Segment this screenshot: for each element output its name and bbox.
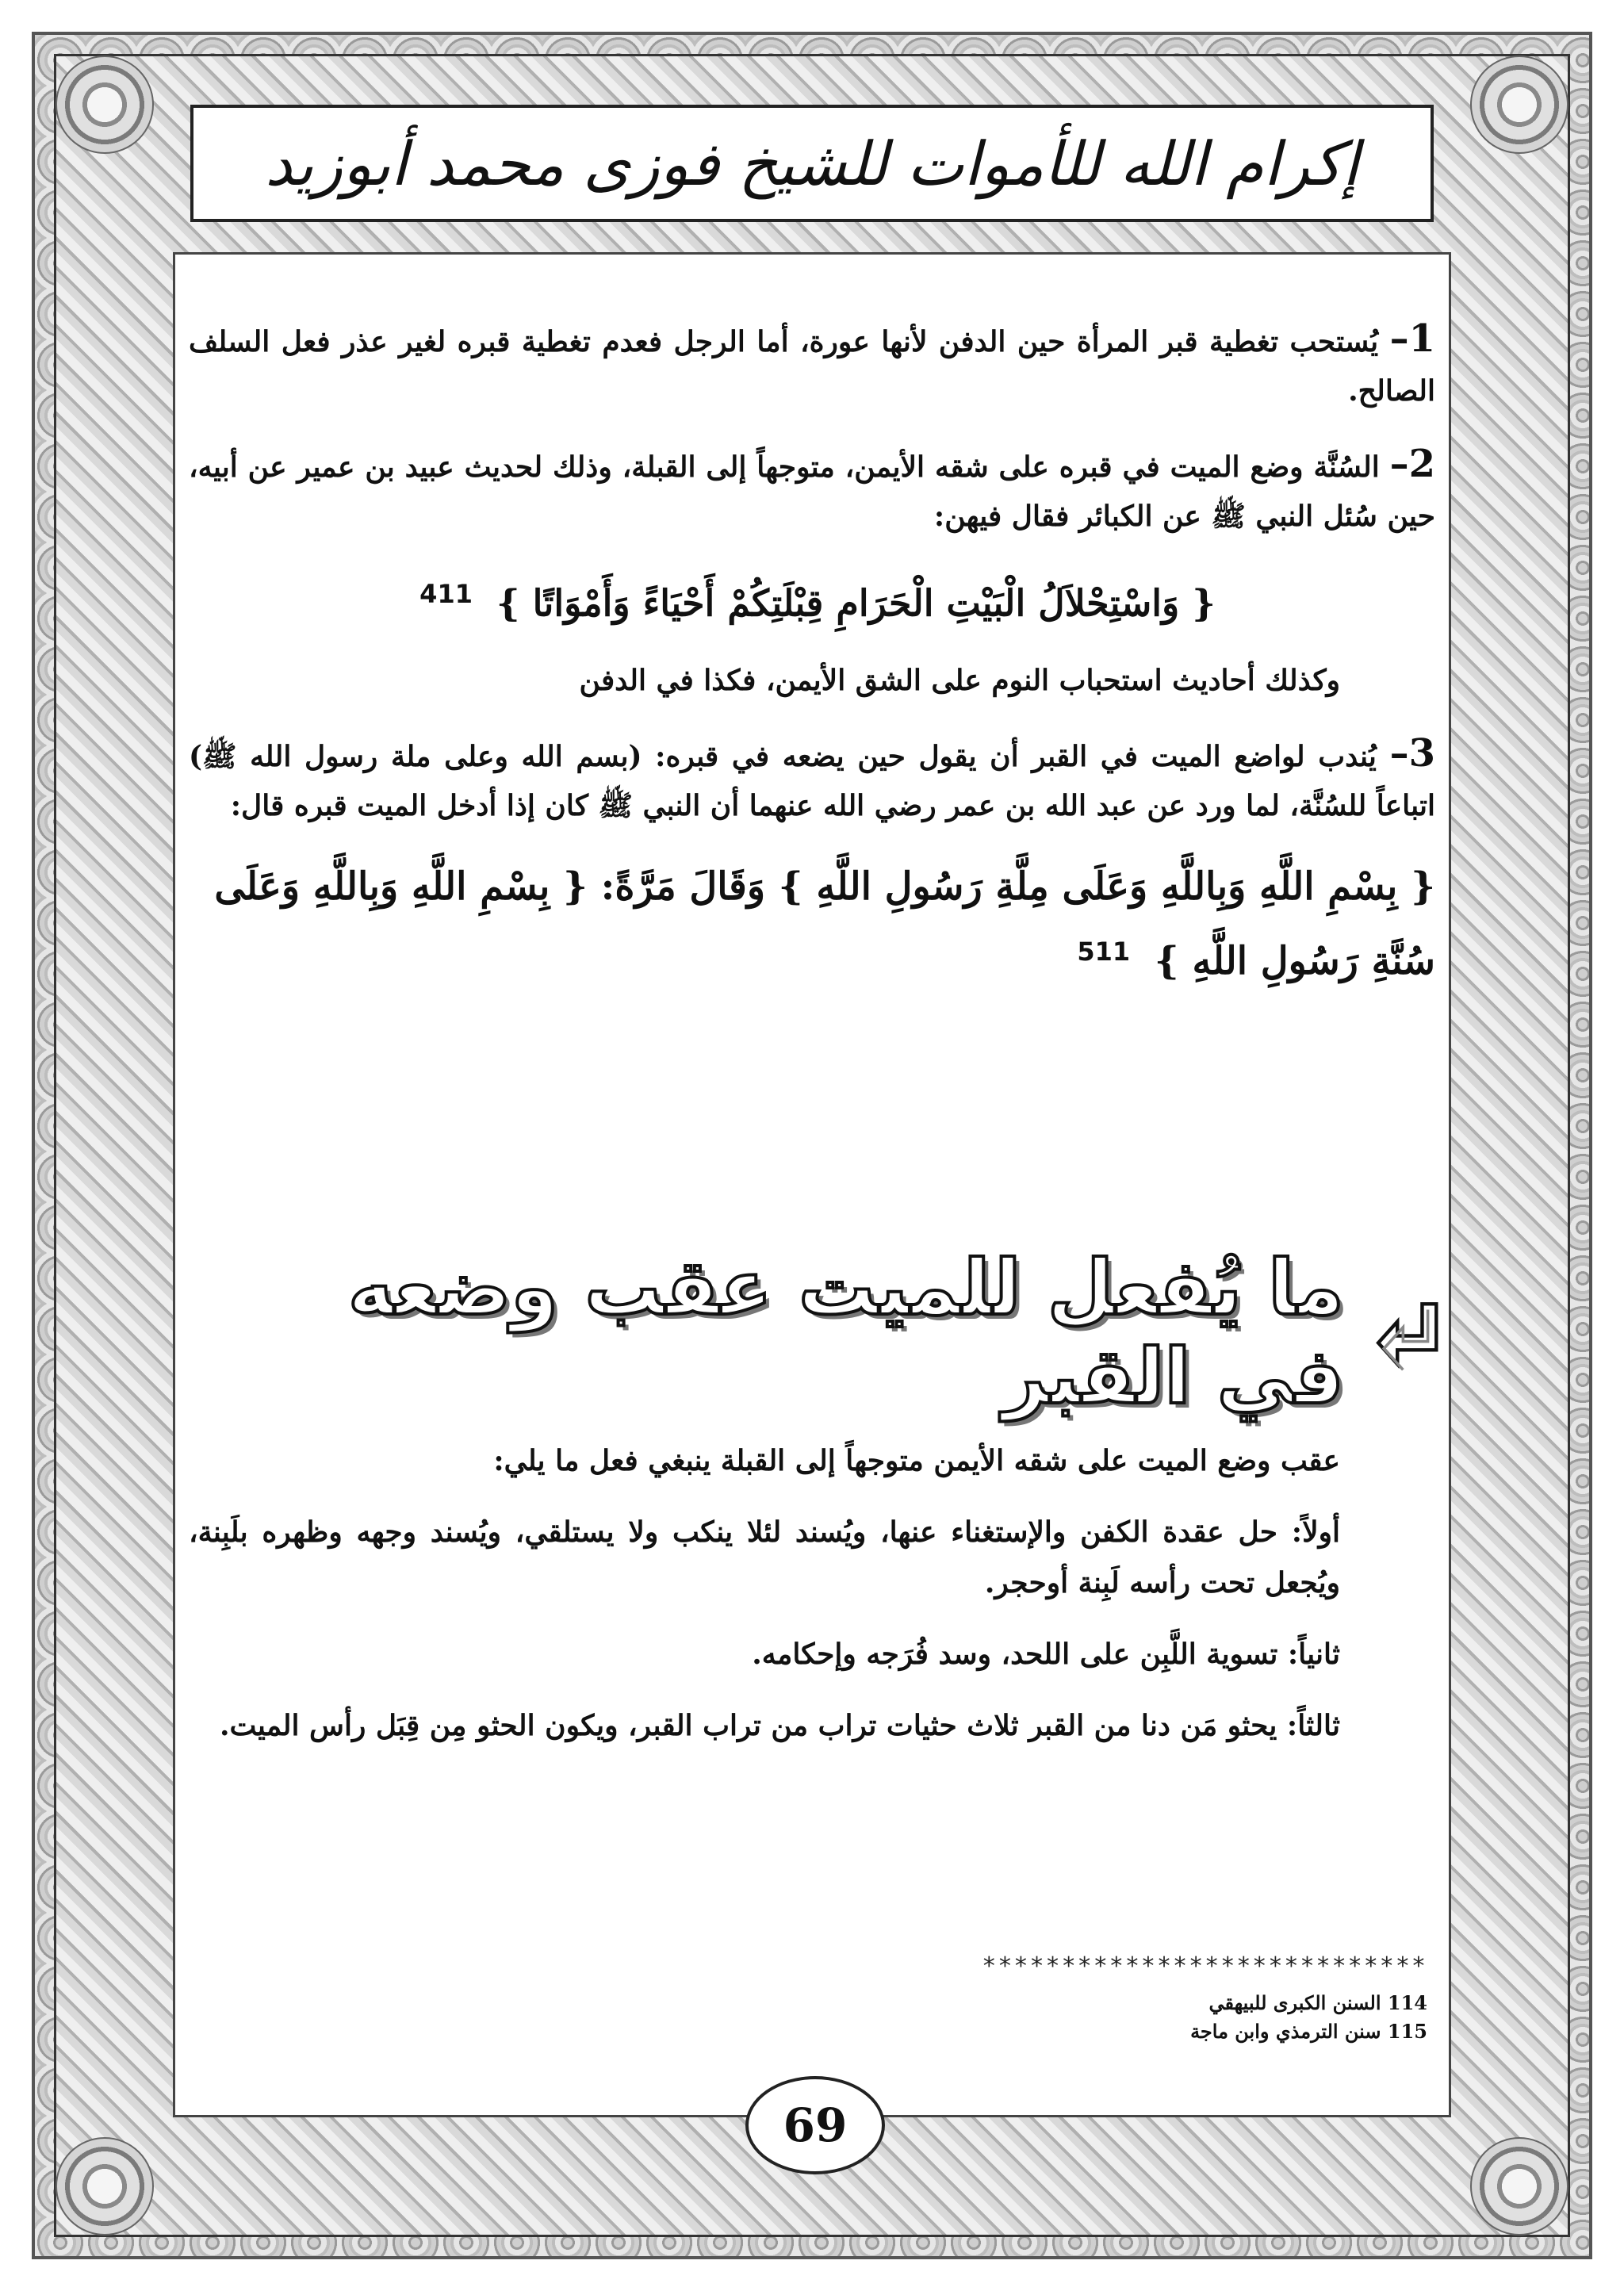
corner-ornament-top-right — [56, 56, 154, 154]
section-text — [189, 1435, 1435, 1772]
corner-ornament-top-left — [1470, 56, 1568, 154]
step-first: أولاً: حل عقدة الكفن والإستغناء عنها، ويُسند لئلا ينكب ولا يستلقي، ويُسند وجهه وظهره بلَبِنة، ويُجعل تحت رأسه لَبِنة أوحجر. — [189, 1515, 1340, 1599]
item-number: 1– — [1389, 316, 1435, 361]
paragraph-3 — [189, 729, 1435, 830]
quote-text: { وَاسْتِحْلاَلُ الْبَيْتِ الْحَرَامِ قِبْلَتِكُمْ أَحْيَاءً وَأَمْوَاتًا } — [496, 581, 1216, 625]
step-second: ثانياً: تسوية اللَّبِن على اللحد، وسد فُرَجه وإحكامه. — [752, 1638, 1340, 1671]
hadith-quote-1 — [189, 565, 1435, 632]
section-heading — [238, 1243, 1443, 1421]
page-number: 69 — [783, 2098, 848, 2152]
paragraph-text: يُستحب تغطية قبر المرأة حين الدفن لأنها عورة، أما الرجل فعدم تغطية قبره لغير عذر فعل السلف الصالح. — [189, 325, 1435, 408]
paragraph-text: يُندب لواضع الميت في القبر أن يقول حين يضعه في قبره: (بسم الله وعلى ملة رسول الله ﷺ) اتباعاً للسُنَّة، لما ورد عن عبد الله بن عمر رضي الله عنهما أن النبي ﷺ كان إذا أدخل الميت قبره قال: — [189, 740, 1435, 823]
item-number: 3– — [1389, 731, 1435, 776]
footnotes — [872, 1989, 1427, 2046]
paragraph-2b — [189, 656, 1435, 705]
footnote-115: 115 سنن الترمذي وابن ماجة — [1190, 2020, 1427, 2043]
quote-text: { بِسْمِ اللَّهِ وَبِاللَّهِ وَعَلَى مِلَّةِ رَسُولِ اللَّهِ } وَقَالَ مَرَّةً: { بِسْمِ اللَّهِ وَبِاللَّهِ وَعَلَى سُنَّةِ رَسُولِ اللَّهِ } — [214, 864, 1435, 984]
page-number-plate — [745, 2076, 885, 2174]
main-text — [189, 314, 1435, 1009]
footnote-reference: 411 — [419, 579, 473, 609]
corner-ornament-bottom-right — [1470, 2137, 1568, 2235]
arrow-icon — [1373, 1289, 1443, 1376]
book-title: إكرام الله للأموات للشيخ فوزى محمد أبوزيد — [265, 128, 1359, 199]
corner-ornament-bottom-left — [56, 2137, 154, 2235]
item-number: 2– — [1389, 442, 1435, 486]
paragraph-1 — [189, 314, 1435, 416]
section-intro: عقب وضع الميت على شقه الأيمن متوجهاً إلى القبلة ينبغي فعل ما يلي: — [493, 1444, 1340, 1477]
paragraph-text: السُنَّة وضع الميت في قبره على شقه الأيمن، متوجهاً إلى القبلة، وذلك لحديث عبيد بن عمير عن أبيه، حين سُئل النبي ﷺ عن الكبائر فقال فيهن: — [189, 450, 1435, 533]
hadith-quote-2 — [189, 854, 1435, 994]
footnote-114: 114 السنن الكبرى للبيهقي — [1208, 1991, 1427, 2014]
paragraph-2 — [189, 439, 1435, 541]
paragraph-text: وكذلك أحاديث استحباب النوم على الشق الأيمن، فكذا في الدفن — [579, 664, 1340, 698]
footnote-separator: **************************** — [982, 1952, 1427, 1980]
section-title: ما يُفعل للميت عقب وضعه في القبر — [348, 1243, 1344, 1421]
footnote-reference: 511 — [1077, 937, 1131, 967]
step-third: ثالثاً: يحثو مَن دنا من القبر ثلاث حثيات تراب من تراب القبر، ويكون الحثو مِن قِبَل رأس الميت. — [219, 1709, 1340, 1742]
header-banner — [190, 105, 1434, 222]
